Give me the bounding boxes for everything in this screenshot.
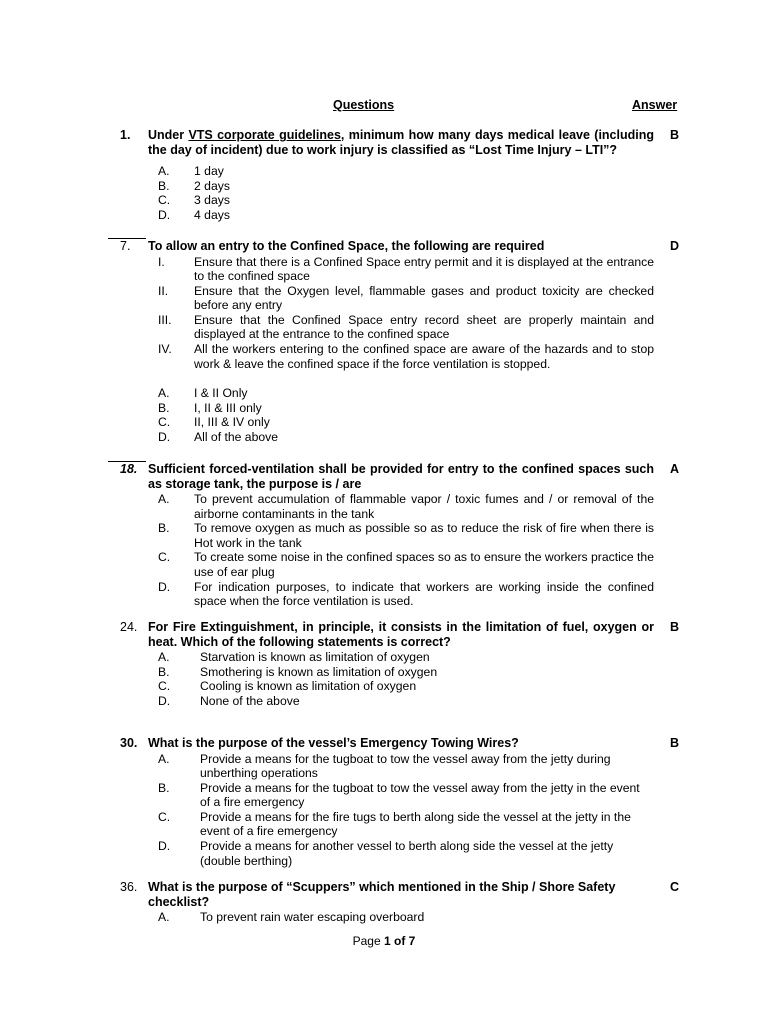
- question-text: What is the purpose of the vessel’s Emergency Towing Wires?: [148, 736, 519, 750]
- question-text: For Fire Extinguishment, in principle, it consists in the limitation of fuel, oxygen or heat. Which of the following statements is correct?: [148, 620, 654, 649]
- options-list: [0, 650, 768, 708]
- answer-letter: B: [670, 128, 680, 142]
- question-number: 18.: [120, 462, 138, 476]
- statement: IV. All the workers entering to the confined space are aware of the hazards and to stop work & leave the confined space if the force ventilation is stopped.: [158, 342, 654, 371]
- option: B. I, II & III only: [158, 400, 262, 415]
- underlined-phrase: VTS corporate guidelines: [188, 128, 341, 142]
- answer-header: Answer: [632, 98, 678, 112]
- question-1: [0, 128, 768, 222]
- question-text: To allow an entry to the Confined Space, the following are required: [148, 239, 545, 253]
- question-number: 24.: [120, 620, 138, 634]
- question-7: [0, 239, 768, 445]
- statements-list: [0, 255, 768, 372]
- question-text: Under VTS corporate guidelines, minimum how many days medical leave (including the day of incident) due to work injury is classified as “Lost Time Injury – LTI”?: [148, 128, 654, 157]
- page-footer: Page 1 of 7: [352, 934, 416, 948]
- option: C. II, III & IV only: [158, 415, 270, 430]
- question-text: What is the purpose of “Scuppers” which mentioned in the Ship / Shore Safety checklist?: [148, 880, 616, 909]
- question-text: Sufficient forced-ventilation shall be provided for entry to the confined spaces such as storage tank, the purpose is / are: [148, 462, 654, 491]
- question-number: 1.: [120, 128, 131, 142]
- question-number: 30.: [120, 736, 138, 750]
- options-list: [0, 164, 768, 222]
- option: B. Provide a means for the tugboat to tow the vessel away from the jetty in the event of a fire emergency: [158, 780, 640, 810]
- answer-letter: C: [670, 880, 680, 894]
- option: C. Cooling is known as limitation of oxygen: [158, 679, 417, 694]
- option: D. For indication purposes, to indicate that workers are working inside the confined space when the force ventilation is used.: [158, 579, 654, 609]
- question-18: [0, 462, 768, 609]
- statement: II. Ensure that the Oxygen level, flammable gases and product toxicity are checked before any entry: [158, 283, 654, 313]
- statement: III. Ensure that the Confined Space entry record sheet are properly maintain and displayed at the entrance to the confined space: [158, 312, 654, 342]
- options-list: [0, 910, 768, 925]
- answer-letter: B: [670, 620, 680, 634]
- options-list: [0, 752, 768, 869]
- statement: I. Ensure that there is a Confined Space entry permit and it is displayed at the entrance to the confined space: [158, 254, 654, 284]
- option: D. Provide a means for another vessel to berth along side the vessel at the jetty (double berthing): [158, 839, 614, 868]
- option: A. Starvation is known as limitation of oxygen: [158, 650, 430, 664]
- answer-letter: A: [670, 462, 680, 476]
- option: A. To prevent rain water escaping overboard: [158, 910, 425, 924]
- questions-header: Questions: [333, 98, 395, 112]
- page-total: 7: [408, 934, 416, 948]
- option: A. I & II Only: [158, 386, 248, 401]
- option: C. To create some noise in the confined spaces so as to ensure the workers practice the use of ear plug: [158, 550, 654, 579]
- option: D. None of the above: [158, 693, 300, 708]
- option: D. 4 days: [158, 207, 230, 222]
- option: D. All of the above: [158, 430, 279, 445]
- option: A. 1 day: [158, 164, 224, 178]
- question-30: [0, 736, 768, 868]
- option: C. Provide a means for the fire tugs to berth along side the vessel at the jetty in the event of a fire emergency: [158, 809, 631, 839]
- question-24: [0, 620, 768, 708]
- options-list: [0, 492, 768, 609]
- page-number: 1: [383, 934, 391, 948]
- answer-letter: D: [670, 239, 680, 253]
- option: B. 2 days: [158, 178, 230, 193]
- question-36: [0, 880, 768, 925]
- option: A. To prevent accumulation of flammable vapor / toxic fumes and / or removal of the airborne contaminants in the tank: [158, 492, 654, 521]
- question-number: 7.: [120, 239, 131, 253]
- option: B. Smothering is known as limitation of oxygen: [158, 664, 438, 679]
- answer-letter: B: [670, 736, 680, 750]
- option: A. Provide a means for the tugboat to tow the vessel away from the jetty during unberthing operations: [158, 751, 611, 781]
- question-number: 36.: [120, 880, 138, 894]
- option: B. To remove oxygen as much as possible so as to reduce the risk of fire when there is Hot work in the tank: [158, 521, 654, 550]
- options-list: [0, 386, 768, 444]
- option: C. 3 days: [158, 193, 230, 208]
